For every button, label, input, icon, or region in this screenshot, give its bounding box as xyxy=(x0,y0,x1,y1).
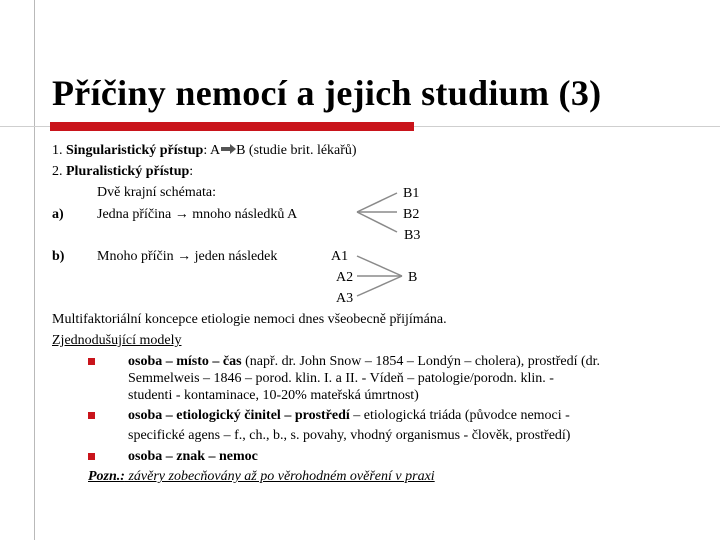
model-1-line: osoba – místo – čas (např. dr. John Snow – 1854 – Londýn – cholera), prostředí (dr. xyxy=(128,354,601,369)
cause-a2: A2 xyxy=(336,270,354,285)
connector-a3-b xyxy=(357,276,402,296)
line-singularist: 1. Singularistický přístup: A B (studie brit. lékařů) xyxy=(52,143,357,158)
model-3-line: osoba – znak – nemoc xyxy=(128,449,258,464)
outcome-b3: B3 xyxy=(404,228,421,243)
models-heading: Zjednodušující modely xyxy=(52,333,182,348)
bullet-icon xyxy=(88,358,95,365)
model-1-cont-2: studenti - kontaminace, 10-20% mateřská úmrtnost) xyxy=(128,388,419,403)
bullet-icon xyxy=(88,453,95,460)
note-line: Pozn.: závěry zobecňovány až po věrohodném ověření v praxi xyxy=(88,469,435,484)
model-1-cont-1: Semmelweis – 1846 – porod. klin. I. a II. - Vídeň – patologie/porodn. klin. - xyxy=(128,371,554,386)
connector-a1-b xyxy=(357,256,402,276)
model-2-line: osoba – etiologický činitel – prostředí – etiologická triáda (původce nemoci - xyxy=(128,408,570,423)
connector-a-b1 xyxy=(357,193,397,212)
effect-b: B xyxy=(408,270,418,285)
multifactorial-text: Multifaktoriální koncepce etiologie nemoci dnes všeobecně přijímána. xyxy=(52,312,447,327)
schemas-intro: Dvě krajní schémata: xyxy=(97,185,216,200)
slide-title: Příčiny nemocí a jejich studium (3) xyxy=(52,73,602,113)
line-pluralist: 2. Pluralistický přístup: xyxy=(52,164,194,179)
cause-a3: A3 xyxy=(336,291,354,306)
outcome-b1: B1 xyxy=(403,186,420,201)
model-2-cont-1: specifické agens – f., ch., b., s. povahy, vhodný organismus - člověk, prostředí) xyxy=(128,428,571,443)
schema-a-text: Jedna příčina → mnoho následků A xyxy=(97,207,298,222)
schema-b-text: Mnoho příčin → jeden následek xyxy=(97,249,278,264)
outcome-b2: B2 xyxy=(403,207,420,222)
cause-a1: A1 xyxy=(331,249,349,264)
bullet-icon xyxy=(88,412,95,419)
schema-a-label: a) xyxy=(52,207,64,222)
connector-a-b3 xyxy=(357,212,397,232)
schema-b-label: b) xyxy=(52,249,65,264)
